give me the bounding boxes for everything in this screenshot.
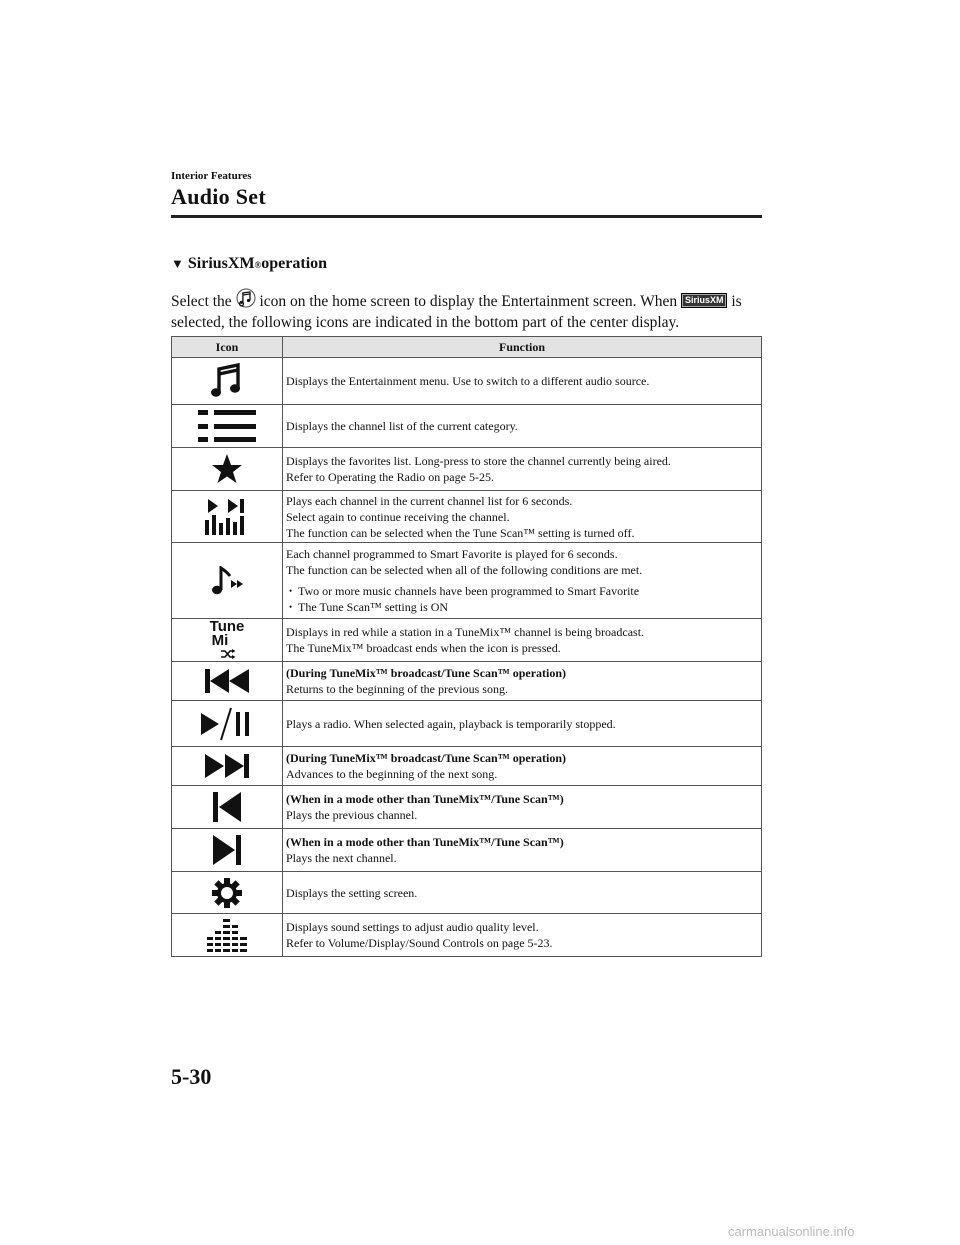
function-line: The TuneMix™ broadcast ends when the icon is pressed. (286, 641, 561, 655)
row-function (283, 662, 762, 701)
page-title: Audio Set (171, 184, 266, 209)
channel-list-icon (172, 405, 283, 448)
section-title-rest: operation (261, 255, 328, 272)
function-line: Plays the next channel. (286, 851, 397, 865)
row-function (283, 701, 762, 747)
header-function: Function (283, 337, 762, 358)
previous-channel-icon (172, 786, 283, 829)
sound-settings-icon (172, 914, 283, 957)
row-function (283, 491, 762, 543)
function-bullet: • Two or more music channels have been programmed to Smart Favorite (286, 583, 761, 599)
function-line: Plays a radio. When selected again, playback is temporarily stopped. (286, 716, 616, 731)
function-line: Refer to Operating the Radio on page 5-25. (286, 470, 494, 484)
page-number: 5-30 (171, 1064, 212, 1089)
function-line: Advances to the beginning of the next song. (286, 767, 498, 781)
function-line: Displays the channel list of the current category. (286, 419, 518, 433)
music-note-icon (172, 358, 283, 405)
function-line: Displays the setting screen. (286, 885, 418, 900)
intro-text-1: Select the (171, 293, 236, 310)
table-row (172, 914, 762, 957)
function-line: The function can be selected when the Tune Scan™ setting is turned off. (286, 525, 635, 540)
header-icon: Icon (172, 337, 283, 358)
row-function (283, 914, 762, 957)
function-line: Displays the favorites list. Long-press to store the channel currently being aired. (286, 454, 671, 468)
table-row (172, 405, 762, 448)
row-function (283, 619, 762, 662)
function-line: The function can be selected when all of the following conditions are met. (286, 563, 643, 577)
function-condition: (When in a mode other than TuneMix™/Tune Scan™) (286, 792, 564, 806)
table-row (172, 491, 762, 543)
smart-favorite-icon (172, 543, 283, 619)
next-song-icon (172, 747, 283, 786)
header-section-label: Interior Features (171, 170, 252, 182)
function-line: Select again to continue receiving the channel. (286, 509, 510, 524)
row-function (283, 358, 762, 405)
table-row (172, 747, 762, 786)
row-function (283, 543, 762, 619)
row-function (283, 829, 762, 872)
table-row (172, 829, 762, 872)
table-row (172, 543, 762, 619)
table-row (172, 701, 762, 747)
section-title-main: SiriusXM (187, 255, 255, 272)
siriusxm-badge: SiriusXM (681, 293, 728, 308)
function-line: Displays sound settings to adjust audio quality level. (286, 920, 539, 934)
section-title-sup: ® (254, 260, 262, 270)
row-function (283, 448, 762, 491)
intro-text-2: icon on the home screen to display the Entertainment screen. When (255, 293, 681, 310)
intro-text-3: is selected, the following icons are indicated in the bottom part of the center display. (171, 293, 742, 331)
function-condition: (During TuneMix™ broadcast/Tune Scan™ operation) (286, 751, 567, 765)
table-row (172, 786, 762, 829)
row-function (283, 747, 762, 786)
function-line: Plays each channel in the current channel list for 6 seconds. (286, 493, 573, 508)
function-table (171, 336, 762, 957)
intro-paragraph (171, 288, 766, 333)
function-condition: (When in a mode other than TuneMix™/Tune Scan™) (286, 835, 564, 849)
tune-scan-icon (172, 491, 283, 543)
star-icon (172, 448, 283, 491)
function-line: Returns to the beginning of the previous song. (286, 682, 508, 696)
header-rule (171, 215, 762, 218)
tunemix-icon (172, 619, 283, 662)
gear-icon (172, 872, 283, 914)
function-line: Displays the Entertainment menu. Use to switch to a different audio source. (286, 374, 650, 388)
row-function (283, 872, 762, 914)
function-condition: (During TuneMix™ broadcast/Tune Scan™ operation) (286, 666, 567, 680)
section-heading (171, 255, 327, 273)
next-channel-icon (172, 829, 283, 872)
music-note-icon (236, 288, 256, 308)
watermark-url[interactable]: carmanualsonline.info (728, 1224, 855, 1239)
table-row (172, 619, 762, 662)
function-line: Plays the previous channel. (286, 808, 418, 822)
table-row (172, 872, 762, 914)
row-function (283, 405, 762, 448)
function-bullet: • The Tune Scan™ setting is ON (286, 599, 761, 615)
function-line: Displays in red while a station in a TuneMix™ channel is being broadcast. (286, 625, 645, 639)
function-line: Each channel programmed to Smart Favorite is played for 6 seconds. (286, 547, 618, 561)
play-pause-icon (172, 701, 283, 747)
function-line: Refer to Volume/Display/Sound Controls on page 5-23. (286, 936, 553, 950)
table-row (172, 358, 762, 405)
table-row (172, 662, 762, 701)
tunemix-icon-text-1: Tune (209, 618, 245, 635)
table-row (172, 448, 762, 491)
row-function (283, 786, 762, 829)
section-marker: ▼ (171, 256, 184, 271)
previous-song-icon (172, 662, 283, 701)
tunemix-icon-text-2: Mi (211, 632, 229, 649)
